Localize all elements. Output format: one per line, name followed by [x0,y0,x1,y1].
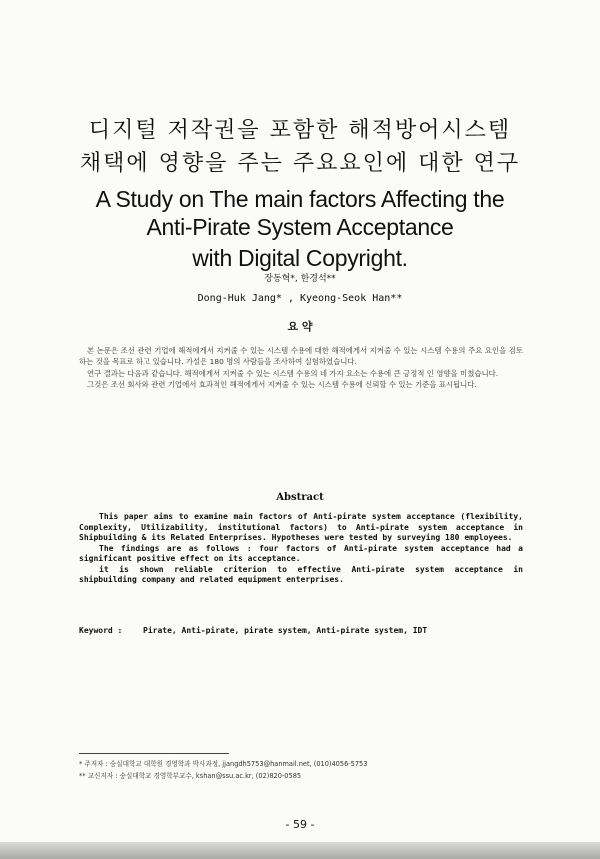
title-ko-line-1: 디지털 저작권을 포함한 해적방어시스템 [88,118,512,143]
abstract-en [79,512,523,586]
footnotes [79,758,539,782]
title-en-line-1: A Study on The main factors Affecting the [95,186,505,212]
abstract-ko [79,345,523,391]
abstract-en-paragraph: it is shown reliable criterion to effective Anti-pirate system acceptance in shipbuilding company and related equipment enterprises. [79,564,523,584]
abstract-en-paragraph: This paper aims to examine main factors of Anti-pirate system acceptance (flexibility, Complexity, Utilizability, institutional factors) to Anti-pirate system acceptance in Shipbuilding & its Related Enterprises. Hypotheses were tested by surveying 180 employees. [79,512,523,542]
abstract-ko-paragraph: 그것은 조선 회사와 관련 기업에서 효과적인 해적에게서 지켜줄 수 있는 시스템 수용에 신뢰할 수 있는 기준을 표시됩니다. [87,380,477,390]
abstract-ko-paragraph: 연구 결과는 다음과 같습니다. 해적에게서 지켜줄 수 있는 시스템 수용의 네 가지 요소는 수용에 큰 긍정적 인 영향을 미쳤습니다. [87,368,499,378]
page-number: - 59 - [285,818,315,831]
authors-en: Dong-Huk Jang* , Kyeong-Seok Han** [197,293,403,304]
abstract-ko-paragraph: 본 논문은 조선 관련 기업에 해적에게서 지켜줄 수 있는 시스템 수용에 대한 해적에게서 지켜줄 수 있는 시스템 수용의 주요 요인을 검토하는 것을 목표로 하고 있습니다. 가설은 180 명의 사람들을 조사하여 실험하였습니다. [79,346,523,367]
footnote-divider [79,753,229,754]
footnote-author-2: ** 교신저자 : 숭실대학교 경영학부교수, kshan@ssu.ac.kr, (02)820-0585 [79,772,302,780]
title-ko-line-2: 채택에 영향을 주는 주요요인에 대한 연구 [79,151,521,176]
title-en-line-2: Anti-Pirate System Acceptance [146,214,454,240]
footnote-author-1: * 주저자 : 숭실대학교 대학원 경영학과 박사과정, jjangdh5753@hanmail.net, (010)4056-5753 [79,760,368,768]
authors-ko: 장동혁*, 한경석** [264,274,336,284]
keyword-list: Pirate, Anti-pirate, pirate system, Anti-pirate system, IDT [143,626,428,635]
abstract-en-heading: Abstract [276,492,324,503]
abstract-en-paragraph: The findings are as follows : four factors of Anti-pirate system acceptance had a significant positive effect on its acceptance. [79,543,523,563]
keyword-line [79,626,523,635]
keyword-label: Keyword : [79,626,123,635]
title-en-line-3: with Digital Copyright. [192,245,408,271]
abstract-ko-heading: 요 약 [287,320,313,333]
scan-bottom-edge [0,842,600,859]
